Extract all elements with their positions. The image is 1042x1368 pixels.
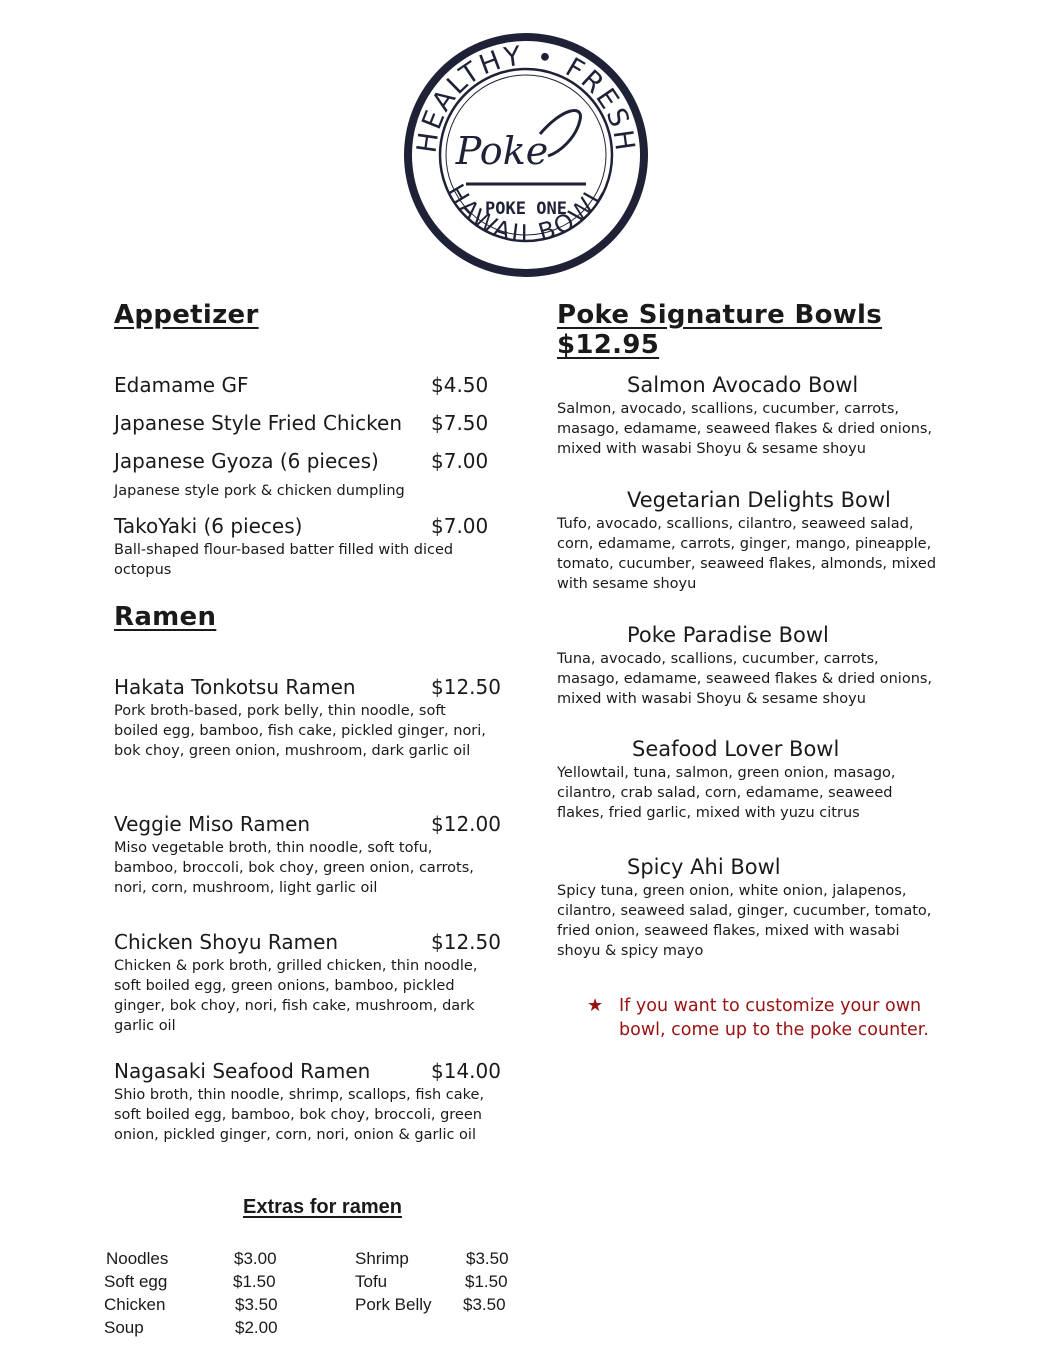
item-desc: Miso vegetable broth, thin noodle, soft tofu, bamboo, broccoli, bok choy, green onion, carrots, nori, corn, mushroom, light garlic oil — [114, 840, 474, 896]
customize-note-text: If you want to customize your own bowl, come up to the poke counter. — [619, 996, 929, 1040]
bowl-desc: Salmon, avocado, scallions, cucumber, carrots, masago, edamame, seaweed flakes & dried onions, mixed with wasabi Shoyu & sesame shoyu — [557, 401, 933, 457]
extra-price: $1.50 — [233, 1272, 276, 1291]
bowl-desc: Yellowtail, tuna, salmon, green onion, masago, cilantro, crab salad, corn, edamame, seaweed flakes, fried garlic, mixed with yuzu citrus — [557, 765, 896, 821]
star-icon: ★ — [587, 995, 604, 1016]
poke-one-logo — [402, 24, 650, 286]
bowl-desc: Spicy tuna, green onion, white onion, jalapenos, cilantro, seaweed salad, ginger, cucumber, tomato, fried onion, seaweed flakes, mixed with wasabi shoyu & spicy mayo — [557, 883, 932, 959]
ramen-title: Ramen — [114, 602, 217, 632]
extra-name: Tofu — [355, 1272, 388, 1291]
bowl-item — [557, 488, 937, 594]
bowl-name: Poke Paradise Bowl — [627, 623, 829, 647]
extra-name: Pork Belly — [355, 1295, 432, 1314]
item-name: Japanese Gyoza (6 pieces) — [114, 449, 379, 473]
item-name: Japanese Style Fried Chicken — [114, 411, 402, 435]
item-price: $7.00 — [431, 449, 489, 473]
item-desc: Pork broth-based, pork belly, thin noodle, soft boiled egg, bamboo, fish cake, pickled ginger, nori, bok choy, green onion, mushroom, dark garlic oil — [114, 703, 486, 759]
menu-item — [114, 930, 501, 1036]
bowl-desc: Tufo, avocado, scallions, cilantro, seaweed salad, corn, edamame, carrots, ginger, mango, pineapple, tomato, cucumber, seaweed flakes, almonds, mixed with sesame shoyu — [557, 516, 937, 592]
logo-bottom-text: HAWAII BOWL — [441, 179, 611, 248]
logo-top-text: HEALTHY • FRESH — [411, 40, 641, 155]
menu-item — [114, 514, 494, 580]
extra-name: Chicken — [104, 1295, 166, 1314]
extra-price: $1.50 — [465, 1272, 508, 1291]
item-name: Edamame GF — [114, 373, 249, 397]
menu-item — [114, 373, 494, 397]
extra-price: $3.50 — [235, 1295, 278, 1314]
logo-script-text: Poke — [455, 129, 549, 173]
bowl-desc: Tuna, avocado, scallions, cucumber, carrots, masago, edamame, seaweed flakes & dried onions, mixed with wasabi Shoyu & sesame shoyu — [557, 651, 933, 707]
customize-note — [587, 994, 937, 1042]
extra-name: Shrimp — [355, 1249, 409, 1268]
extra-price: $3.50 — [466, 1249, 509, 1268]
appetizer-title: Appetizer — [114, 300, 259, 330]
item-price: $12.00 — [431, 812, 501, 836]
bowl-item — [557, 373, 937, 459]
menu-item — [114, 675, 501, 761]
item-desc: Japanese style pork & chicken dumpling — [114, 483, 405, 499]
bowls-title: Poke Signature Bowls $12.95 — [557, 300, 883, 360]
extra-price: $2.00 — [235, 1318, 278, 1337]
bowl-name: Seafood Lover Bowl — [632, 737, 840, 761]
extra-name: Noodles — [106, 1249, 169, 1268]
bowl-name: Salmon Avocado Bowl — [627, 373, 859, 397]
menu-item — [114, 1059, 501, 1145]
item-price: $12.50 — [431, 675, 501, 699]
right-column — [557, 300, 937, 1040]
menu-item — [114, 812, 501, 898]
item-price: $14.00 — [431, 1059, 501, 1083]
item-name: TakoYaki (6 pieces) — [114, 514, 303, 538]
bowl-item — [557, 623, 937, 709]
bowl-item — [557, 737, 937, 823]
item-price: $12.50 — [431, 930, 501, 954]
menu-item — [114, 411, 494, 435]
item-desc: Shio broth, thin noodle, shrimp, scallops, fish cake, soft boiled egg, bamboo, bok choy, broccoli, green onion, pickled ginger, corn, nori, onion & garlic oil — [114, 1087, 485, 1143]
left-column — [114, 300, 501, 1143]
extras-title: Extras for ramen — [243, 1196, 402, 1218]
item-desc: Ball-shaped flour-based batter filled with diced octopus — [114, 542, 454, 578]
logo-brand: POKE ONE — [485, 199, 567, 219]
item-price: $4.50 — [431, 373, 489, 397]
item-price: $7.50 — [431, 411, 489, 435]
extra-name: Soft egg — [104, 1272, 168, 1291]
item-name: Nagasaki Seafood Ramen — [114, 1059, 371, 1083]
item-name: Hakata Tonkotsu Ramen — [114, 675, 356, 699]
extra-price: $3.50 — [463, 1295, 506, 1314]
extra-price: $3.00 — [234, 1249, 277, 1268]
item-price: $7.00 — [431, 514, 489, 538]
bowl-item — [557, 855, 937, 961]
item-name: Veggie Miso Ramen — [114, 812, 311, 836]
bowl-name: Vegetarian Delights Bowl — [627, 488, 891, 512]
menu-item — [114, 449, 494, 501]
extra-name: Soup — [104, 1318, 144, 1337]
bowl-name: Spicy Ahi Bowl — [627, 855, 781, 879]
item-name: Chicken Shoyu Ramen — [114, 930, 339, 954]
item-desc: Chicken & pork broth, grilled chicken, thin noodle, soft boiled egg, green onions, bamboo, pickled ginger, bok choy, nori, fish cake, mushroom, dark garlic oil — [114, 958, 478, 1034]
